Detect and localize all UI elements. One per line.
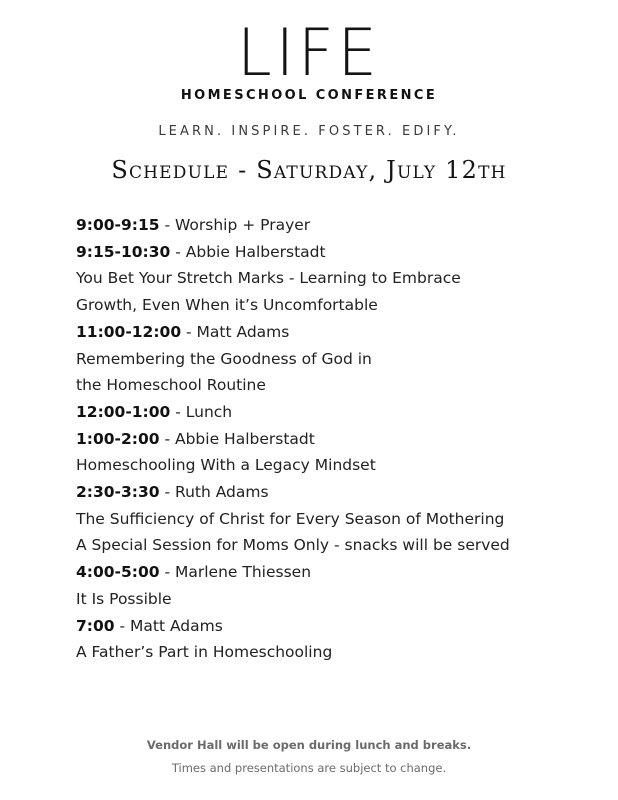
session-speaker: - Worship + Prayer: [159, 216, 311, 234]
session-speaker: - Matt Adams: [114, 616, 223, 635]
session-time: 4:00-5:00: [76, 563, 160, 582]
session-header: [76, 613, 596, 640]
change-disclaimer: Times and presentations are subject to change.: [171, 761, 447, 775]
session-detail: Homeschooling With a Legacy Mindset: [76, 456, 376, 475]
session-time: 9:00-9:15: [76, 216, 160, 234]
session-header: [76, 559, 596, 586]
session-detail: The Sufficiency of Christ for Every Season of Mothering: [76, 509, 505, 528]
session-item: [76, 399, 596, 426]
session-header: [76, 319, 596, 346]
session-item: [76, 239, 596, 319]
session-detail: the Homeschool Routine: [76, 376, 266, 395]
tagline: LEARN. INSPIRE. FOSTER. EDIFY.: [158, 124, 460, 139]
schedule-list: [76, 212, 596, 666]
session-time: 2:30-3:30: [76, 483, 160, 502]
session-speaker: - Abbie Halberstadt: [159, 429, 315, 448]
session-time: 9:15-10:30: [76, 242, 171, 261]
session-speaker: - Matt Adams: [181, 322, 290, 341]
session-detail: A Special Session for Moms Only - snacks will be served: [76, 536, 510, 555]
session-detail: You Bet Your Stretch Marks - Learning to Embrace: [76, 269, 461, 288]
session-time: 11:00-12:00: [76, 322, 182, 341]
session-time: 7:00: [76, 616, 115, 635]
session-item: [76, 479, 596, 559]
session-header: [76, 426, 596, 453]
session-header: [76, 399, 596, 426]
session-time: 12:00-1:00: [76, 402, 171, 421]
session-item: [76, 319, 596, 399]
session-speaker: - Marlene Thiessen: [159, 563, 312, 582]
session-item: [76, 212, 596, 239]
conference-subtitle: HOMESCHOOL CONFERENCE: [180, 88, 438, 103]
session-speaker: - Lunch: [170, 402, 233, 421]
logo-text: LIFE: [237, 14, 381, 91]
session-item: [76, 613, 596, 666]
session-detail: Remembering the Goodness of God in: [76, 349, 372, 368]
vendor-hall-note: Vendor Hall will be open during lunch and breaks.: [146, 738, 472, 752]
session-item: [76, 426, 596, 479]
session-speaker: - Ruth Adams: [159, 483, 269, 502]
session-detail: It Is Possible: [76, 589, 172, 608]
session-header: [76, 479, 596, 506]
session-detail: A Father’s Part in Homeschooling: [76, 643, 333, 662]
schedule-title: Schedule - Saturday, July 12th: [111, 156, 507, 184]
session-header: [76, 239, 596, 266]
session-header: [76, 212, 596, 239]
session-detail: Growth, Even When it’s Uncomfortable: [76, 296, 378, 315]
session-item: [76, 559, 596, 612]
session-speaker: - Abbie Halberstadt: [170, 242, 326, 261]
session-time: 1:00-2:00: [76, 429, 160, 448]
